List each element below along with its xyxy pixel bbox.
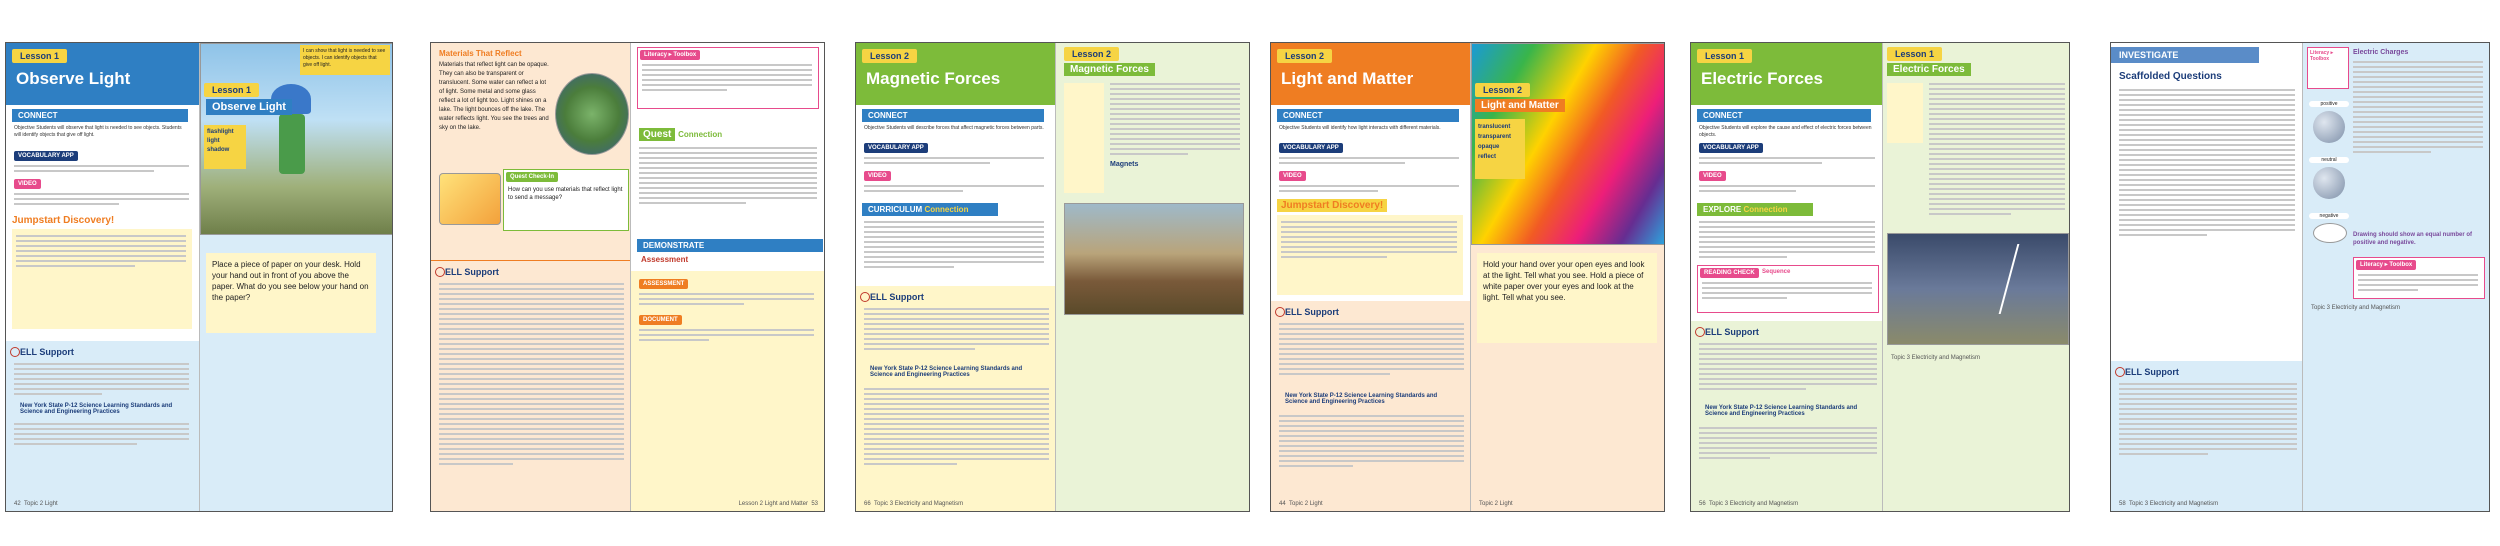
toolbox-lines xyxy=(2358,274,2478,294)
body-text: Materials that reflect light can be opaque. They can also be transparent or translucent. Some water can reflect a lot of light. Some metal and some glass reflect a lot of light too. Light shines on a lake. The light bounces off the lake. The water reflects light. You see the trees and sky on the lake. xyxy=(439,62,549,131)
standards-lines xyxy=(1279,415,1464,470)
body-lines-2 xyxy=(1699,185,1875,195)
toolbox-title: Literacy ▸ Toolbox xyxy=(2310,50,2334,62)
section-heading: Scaffolded Questions xyxy=(2119,71,2222,82)
lesson-tab-right: Lesson 1 xyxy=(1887,47,1942,61)
quest-word: Quest xyxy=(639,128,675,141)
ell-icon xyxy=(435,267,445,277)
page-header xyxy=(856,43,1055,105)
standards-heading: New York State P-12 Science Learning Standards and Science and Engineering Practices xyxy=(20,403,173,415)
ell-icon xyxy=(2115,367,2125,377)
vocab-word: light xyxy=(207,138,220,144)
charge-label: negative xyxy=(2309,213,2349,219)
page-caption: Topic 3 Electricity and Magnetism xyxy=(1891,355,1981,361)
blank-drawing-box xyxy=(2313,223,2347,243)
ell-lines xyxy=(2119,383,2297,458)
quest-connection xyxy=(639,129,722,140)
video-button[interactable]: VIDEO xyxy=(1279,171,1306,181)
ell-icon xyxy=(1695,327,1705,337)
lesson-tab: Lesson 2 xyxy=(1277,49,1332,63)
reading-check-badge: READING CHECK xyxy=(1700,268,1759,278)
ell-icon xyxy=(860,292,870,302)
standards-heading: New York State P-12 Science Learning Standards and Science and Engineering Practices xyxy=(870,366,1023,378)
left-page xyxy=(1271,43,1471,511)
vocabulary-app-button[interactable]: VOCABULARY APP xyxy=(14,151,78,161)
ell-title: ELL Support xyxy=(870,292,924,302)
lightning-photo xyxy=(1887,233,2069,345)
page-folio xyxy=(2119,501,2218,507)
prompt-card: Place a piece of paper on your desk. Hold your hand out in front of you above the paper. What do you see below your hand on the paper? xyxy=(206,253,376,333)
body-lines xyxy=(1699,157,1875,167)
document-button[interactable]: DOCUMENT xyxy=(639,315,682,325)
spread-electric-forces xyxy=(1690,42,2070,512)
assessment-lines xyxy=(639,293,814,308)
page-title-right: Light and Matter xyxy=(1475,99,1565,112)
quest-box xyxy=(503,169,629,231)
jumpstart-box xyxy=(1277,215,1463,295)
quest-question: How can you use materials that reflect light to send a message? xyxy=(508,187,623,201)
right-page xyxy=(1471,43,1665,511)
cattle-photo xyxy=(1064,203,1244,315)
investigate-bar: INVESTIGATE xyxy=(2111,47,2259,63)
page-folio xyxy=(1279,501,1323,507)
lesson-tab-right: Lesson 1 xyxy=(204,83,259,97)
left-page xyxy=(2111,43,2303,511)
right-page xyxy=(2303,43,2490,511)
page-caption: Topic 2 Light xyxy=(1479,501,1513,507)
vocab-word: reflect xyxy=(1478,154,1497,160)
lake-photo xyxy=(555,73,629,155)
magnets-highlight: Magnets xyxy=(1110,161,1139,168)
page-folio xyxy=(739,501,818,507)
standards-heading: New York State P-12 Science Learning Standards and Science and Engineering Practices xyxy=(1705,405,1858,417)
spread-materials-reflect xyxy=(430,42,825,512)
body-lines-2 xyxy=(1279,185,1459,195)
charges-heading: Electric Charges xyxy=(2353,49,2409,56)
ell-lines xyxy=(14,363,189,398)
ell-icon xyxy=(10,347,20,357)
page-title-right: Electric Forces xyxy=(1887,63,1971,76)
page-header xyxy=(6,43,199,105)
vocabulary-app-button[interactable]: VOCABULARY APP xyxy=(864,143,928,153)
folio-topic: Topic 3 Electricity and Magnetism xyxy=(2129,501,2219,507)
folio-number: 53 xyxy=(811,501,818,507)
objective-text: Objective Students will observe that light is needed to see objects. Students will identify objects that give off light. xyxy=(14,125,182,138)
connect-bar: CONNECT xyxy=(1697,109,1871,122)
body-lines-2 xyxy=(864,185,1044,195)
page-header xyxy=(1271,43,1470,105)
body-lines-2 xyxy=(14,193,189,208)
explore-lines xyxy=(1699,221,1875,261)
lesson-tab: Lesson 1 xyxy=(1697,49,1752,63)
reading-lines xyxy=(1702,282,1872,302)
right-page xyxy=(200,43,393,511)
video-button[interactable]: VIDEO xyxy=(864,171,891,181)
body-shape xyxy=(279,114,305,174)
folio-number: 42 xyxy=(14,501,21,507)
ell-panel xyxy=(856,286,1055,511)
ell-panel xyxy=(1691,321,1882,511)
ell-lines xyxy=(439,283,624,468)
lesson-tab-right: Lesson 2 xyxy=(1475,83,1530,97)
prompt-card: Hold your hand over your open eyes and look at the light. Tell what you see. Hold a piece of white paper over your eyes and look at the light. Tell what you see. xyxy=(1477,253,1657,343)
standards-heading: New York State P-12 Science Learning Standards and Science and Engineering Practices xyxy=(1285,393,1438,405)
page-folio xyxy=(1699,501,1798,507)
standards-lines xyxy=(864,388,1049,468)
spread-investigate xyxy=(2110,42,2490,512)
reading-check-box xyxy=(1697,265,1879,313)
page-folio xyxy=(14,501,58,507)
lesson-tab: Lesson 2 xyxy=(862,49,917,63)
ell-title: ELL Support xyxy=(445,267,499,277)
body-lines xyxy=(2119,89,2295,239)
spread-light-and-matter xyxy=(1270,42,1665,512)
ell-title: ELL Support xyxy=(1705,327,1759,337)
toolbox-lines xyxy=(642,64,812,94)
reading-check-sub: Sequence xyxy=(1762,269,1791,275)
objective-card: I can show that light is needed to see objects. I can identify objects that give off light. xyxy=(300,45,390,75)
neutral-charge-sphere xyxy=(2313,167,2345,199)
diagram-column xyxy=(2309,101,2349,261)
body-lines xyxy=(864,157,1044,167)
jumpstart-banner: Jumpstart Discovery! xyxy=(1277,199,1387,212)
page-title-right: Observe Light xyxy=(206,99,292,115)
spread-magnetic-forces xyxy=(855,42,1250,512)
connect-bar: CONNECT xyxy=(1277,109,1459,122)
drawing-answer: Drawing should show an equal number of positive and negative. xyxy=(2353,232,2473,246)
connect-bar: CONNECT xyxy=(12,109,188,122)
right-page xyxy=(631,43,825,511)
toolbox-badge: Literacy ▸ Toolbox xyxy=(2356,260,2416,270)
quest-checkin-badge: Quest Check-In xyxy=(506,172,558,182)
ell-panel xyxy=(1271,301,1470,511)
left-page xyxy=(1691,43,1883,511)
flashlight-photo xyxy=(439,173,501,225)
charge-label: positive xyxy=(2309,101,2349,107)
right-page xyxy=(1883,43,2070,511)
document-lines xyxy=(639,329,814,344)
video-button[interactable]: VIDEO xyxy=(1699,171,1726,181)
connection-word: Connection xyxy=(678,130,723,139)
vocab-column xyxy=(1887,83,1923,143)
curriculum-sub: Connection xyxy=(924,205,969,214)
ell-title: ELL Support xyxy=(2125,367,2179,377)
folio-topic: Topic 3 Electricity and Magnetism xyxy=(874,501,964,507)
page-title: Electric Forces xyxy=(1701,69,1823,88)
vocab-word: opaque xyxy=(1478,144,1500,150)
folio-number: 56 xyxy=(1699,501,1706,507)
explore-bar xyxy=(1697,203,1813,216)
folio-topic: Topic 2 Light xyxy=(1289,501,1323,507)
standards-lines xyxy=(14,423,189,448)
jumpstart-lines xyxy=(16,235,186,270)
vocab-word: shadow xyxy=(207,147,230,153)
page-folio xyxy=(864,501,963,507)
vocab-box xyxy=(1475,119,1525,179)
ell-icon xyxy=(1275,307,1285,317)
ell-lines xyxy=(864,308,1049,353)
left-page xyxy=(431,43,631,511)
vocabulary-app-button[interactable]: VOCABULARY APP xyxy=(1699,143,1763,153)
curriculum-lines xyxy=(864,221,1044,271)
folio-topic: Lesson 2 Light and Matter xyxy=(738,501,808,507)
positive-charge-sphere xyxy=(2313,111,2345,143)
ell-lines xyxy=(1279,323,1464,378)
page-title: Magnetic Forces xyxy=(866,69,1001,88)
page-header xyxy=(1691,43,1882,105)
ell-panel xyxy=(431,260,630,511)
curriculum-bar xyxy=(862,203,998,216)
left-page xyxy=(6,43,200,511)
folio-number: 66 xyxy=(864,501,871,507)
body-lines xyxy=(14,165,189,175)
demonstrate-bar: DEMONSTRATE xyxy=(637,239,823,252)
vocab-column xyxy=(1064,83,1104,193)
section-heading: Materials That Reflect xyxy=(439,49,522,58)
vocab-word: flashlight xyxy=(207,129,234,135)
page-title-right: Magnetic Forces xyxy=(1064,63,1155,76)
objective-text: Objective Students will describe forces that affect magnetic forces between parts. xyxy=(864,125,1044,131)
ell-title: ELL Support xyxy=(1285,307,1339,317)
assessment-button[interactable]: ASSESSMENT xyxy=(639,279,688,289)
explore-word: EXPLORE xyxy=(1703,205,1742,214)
vocab-word: translucent xyxy=(1478,124,1511,130)
folio-topic: Topic 3 Electricity and Magnetism xyxy=(1709,501,1799,507)
lesson-tab-right: Lesson 2 xyxy=(1064,47,1119,61)
connect-bar: CONNECT xyxy=(862,109,1044,122)
body-lines xyxy=(1929,83,2065,218)
body-lines xyxy=(2353,61,2483,156)
page-title: Light and Matter xyxy=(1281,69,1414,88)
folio-number: 44 xyxy=(1279,501,1286,507)
body-lines xyxy=(1279,157,1459,167)
ell-panel xyxy=(6,341,199,511)
vocabulary-app-button[interactable]: VOCABULARY APP xyxy=(1279,143,1343,153)
objective-text: Objective Students will identify how light interacts with different materials. xyxy=(1279,125,1441,131)
quest-lines xyxy=(639,147,817,207)
body-lines xyxy=(1110,83,1240,158)
jumpstart-banner: Jumpstart Discovery! xyxy=(12,215,115,226)
right-page xyxy=(1056,43,1250,511)
charge-label: neutral xyxy=(2309,157,2349,163)
page-caption: Topic 3 Electricity and Magnetism xyxy=(2311,305,2401,311)
assessment-panel xyxy=(631,271,825,511)
literacy-toolbox xyxy=(2307,47,2349,89)
toolbox-title: Literacy ▸ Toolbox xyxy=(640,50,700,60)
folio-number: 58 xyxy=(2119,501,2126,507)
ell-panel xyxy=(2111,361,2302,511)
curriculum-word: CURRICULUM xyxy=(868,205,923,214)
assessment-heading: Assessment xyxy=(641,255,689,264)
lightning-bolt xyxy=(1999,244,2020,314)
objective-text: Objective Students will explore the cause and effect of electric forces between objects. xyxy=(1699,125,1872,138)
spread-observe-light xyxy=(5,42,393,512)
vocab-word: transparent xyxy=(1478,134,1512,140)
page-title: Observe Light xyxy=(16,69,131,88)
vocab-box xyxy=(204,125,246,169)
ell-lines xyxy=(1699,343,1877,393)
ell-title: ELL Support xyxy=(20,347,74,357)
jumpstart-lines xyxy=(1281,221,1457,261)
standards-lines xyxy=(1699,427,1877,462)
literacy-toolbox-2 xyxy=(2353,257,2485,299)
lesson-tab: Lesson 1 xyxy=(12,49,67,63)
jumpstart-box xyxy=(12,229,192,329)
video-button[interactable]: VIDEO xyxy=(14,179,41,189)
literacy-toolbox xyxy=(637,47,819,109)
explore-sub: Connection xyxy=(1743,205,1788,214)
left-page xyxy=(856,43,1056,511)
folio-topic: Topic 2 Light xyxy=(24,501,58,507)
